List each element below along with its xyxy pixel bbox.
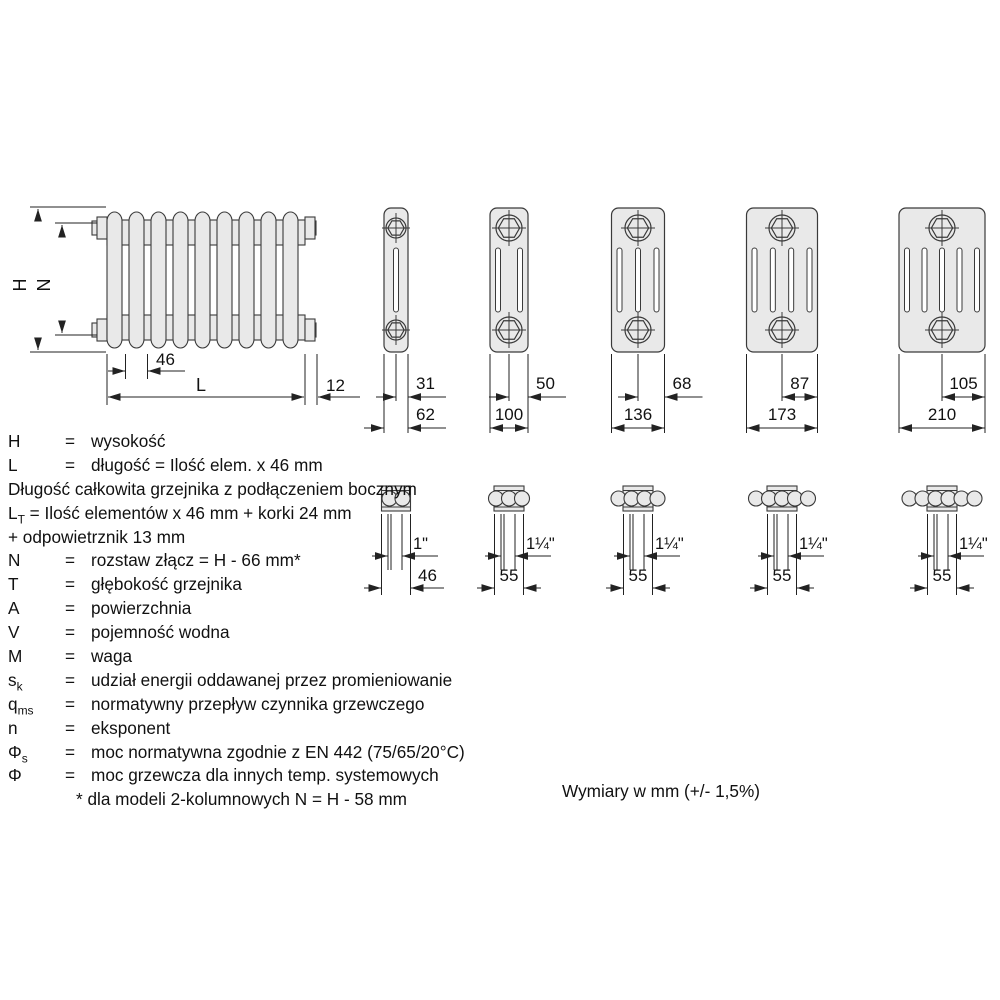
legend-symbol: H	[8, 431, 21, 451]
legend-description: * dla modeli 2-kolumnowych N = H - 58 mm	[76, 789, 407, 810]
legend-description: wysokość	[91, 431, 166, 451]
legend-description: powierzchnia	[91, 598, 192, 619]
legend-row	[8, 669, 568, 693]
column-slot	[752, 248, 757, 312]
column-slot	[496, 248, 501, 312]
legend-symbol: $\Phi_s$	[8, 741, 28, 766]
legend-equals: =	[65, 574, 76, 595]
connection-boss	[97, 217, 107, 239]
legend-row	[8, 741, 568, 765]
depth-label: 210	[927, 405, 957, 424]
connection-size-label: 1¼"	[959, 535, 988, 553]
connection-boss	[305, 319, 315, 341]
element-width-label: 46	[418, 566, 437, 585]
half-depth-label: 68	[672, 374, 692, 393]
element-width-label: 55	[499, 566, 519, 585]
legend-description: moc grzewcza dla innych temp. systemowych	[91, 765, 439, 786]
legend-symbol: $s_k$	[8, 669, 23, 694]
legend-symbol: Φ	[8, 765, 22, 786]
units-note: Wymiary w mm (+/- 1,5%)	[562, 781, 760, 801]
column-slot	[394, 248, 399, 312]
legend-description: rozstaw złącz = H - 66 mm*	[91, 550, 301, 571]
legend-equals: =	[65, 622, 76, 643]
radiator-element	[283, 212, 298, 348]
connection-boss	[305, 217, 315, 239]
radiator-element	[195, 212, 210, 348]
connection-boss	[97, 319, 107, 341]
element-width-label: 55	[932, 566, 952, 585]
type-view-5-column	[747, 208, 828, 595]
legend-row	[8, 621, 568, 645]
radiator-element	[129, 212, 144, 348]
radiator-element	[239, 212, 254, 348]
dim-label-12: 12	[326, 376, 345, 395]
type-view-6-column	[899, 208, 988, 595]
legend-equals: =	[65, 431, 76, 451]
legend-equals: =	[65, 693, 76, 714]
radiator-element	[107, 212, 122, 348]
column-slot	[807, 248, 812, 312]
dim-label-46: 46	[156, 350, 175, 369]
legend-row	[8, 645, 568, 669]
legend-row	[8, 478, 568, 502]
dim-label-H: H	[10, 278, 30, 292]
front-view-radiator	[92, 212, 316, 348]
column-slot	[940, 248, 945, 312]
legend-description: głębokość grzejnika	[91, 574, 242, 595]
type-view-4-column	[606, 208, 703, 595]
legend-description: + odpowietrznik 13 mm	[8, 526, 186, 547]
legend-equals: =	[65, 669, 76, 690]
legend-row	[8, 573, 568, 597]
column-circle	[650, 491, 665, 506]
legend-symbol: $L_T$	[8, 502, 25, 527]
legend-symbol: T	[8, 574, 19, 595]
legend-row	[8, 430, 568, 454]
legend-row	[8, 502, 568, 526]
dim-label-N: N	[34, 278, 54, 292]
element-width-label: 55	[772, 566, 792, 585]
legend-description: normatywny przepływ czynnika grzewczego	[91, 693, 425, 714]
connection-size-label: 1¼"	[526, 535, 555, 553]
legend-symbol: N	[8, 550, 21, 571]
column-slot	[922, 248, 927, 312]
column-slot	[636, 248, 641, 312]
column-slot	[789, 248, 794, 312]
column-slot	[770, 248, 775, 312]
legend-symbol: n	[8, 717, 18, 738]
legend-description: waga	[91, 646, 133, 667]
depth-label: 173	[767, 405, 797, 424]
half-depth-label: 50	[536, 374, 555, 393]
column-slot	[617, 248, 622, 312]
column-slot	[957, 248, 962, 312]
radiator-element	[173, 212, 188, 348]
connection-size-label: 1¼"	[799, 535, 828, 553]
legend-description: Długość całkowita grzejnika z podłączeniem bocznym	[8, 478, 417, 499]
legend-row	[8, 597, 568, 621]
legend-row	[8, 454, 568, 478]
legend-equals: =	[65, 454, 76, 475]
legend-description: długość = Ilość elem. x 46 mm	[91, 454, 323, 475]
legend-equals: =	[65, 717, 76, 738]
legend-description: moc normatywna zgodnie z EN 442 (75/65/20°C)	[91, 741, 465, 762]
legend-description: pojemność wodna	[91, 622, 230, 643]
legend-symbol: $q_{ms}$	[8, 693, 34, 718]
legend-row	[8, 764, 568, 788]
legend-row	[8, 526, 568, 550]
radiator-element	[261, 212, 276, 348]
legend-symbol: L	[8, 454, 18, 475]
radiator-element	[151, 212, 166, 348]
connection-size-label: 1¼"	[655, 535, 684, 553]
legend-symbol: M	[8, 646, 23, 667]
legend-description: eksponent	[91, 717, 171, 738]
dim-label-L: L	[195, 375, 207, 395]
legend-row	[8, 788, 568, 812]
legend-row	[8, 693, 568, 717]
legend-equals: =	[65, 550, 76, 571]
legend-equals: =	[65, 765, 76, 786]
legend-symbol: V	[8, 622, 20, 643]
column-slot	[654, 248, 659, 312]
column-circle	[801, 491, 816, 506]
legend-row	[8, 717, 568, 741]
legend-row	[8, 549, 568, 573]
symbol-legend	[8, 430, 568, 812]
column-slot	[905, 248, 910, 312]
legend-description: udział energii oddawanej przez promieniowanie	[91, 669, 453, 690]
connection-size-label: 1"	[413, 535, 429, 553]
radiator-element	[217, 212, 232, 348]
column-slot	[518, 248, 523, 312]
column-circle	[967, 491, 982, 506]
legend-equals: =	[65, 646, 76, 667]
depth-label: 62	[416, 405, 435, 424]
legend-equals: =	[65, 741, 76, 762]
legend-equals: =	[65, 598, 76, 619]
depth-label: 136	[623, 405, 653, 424]
element-width-label: 55	[628, 566, 648, 585]
depth-label: 100	[494, 405, 524, 424]
half-depth-label: 105	[949, 374, 978, 393]
half-depth-label: 31	[416, 374, 435, 393]
legend-symbol: A	[8, 598, 20, 619]
half-depth-label: 87	[790, 374, 810, 393]
legend-description: = Ilość elementów x 46 mm + korki 24 mm	[24, 502, 352, 523]
column-slot	[975, 248, 980, 312]
